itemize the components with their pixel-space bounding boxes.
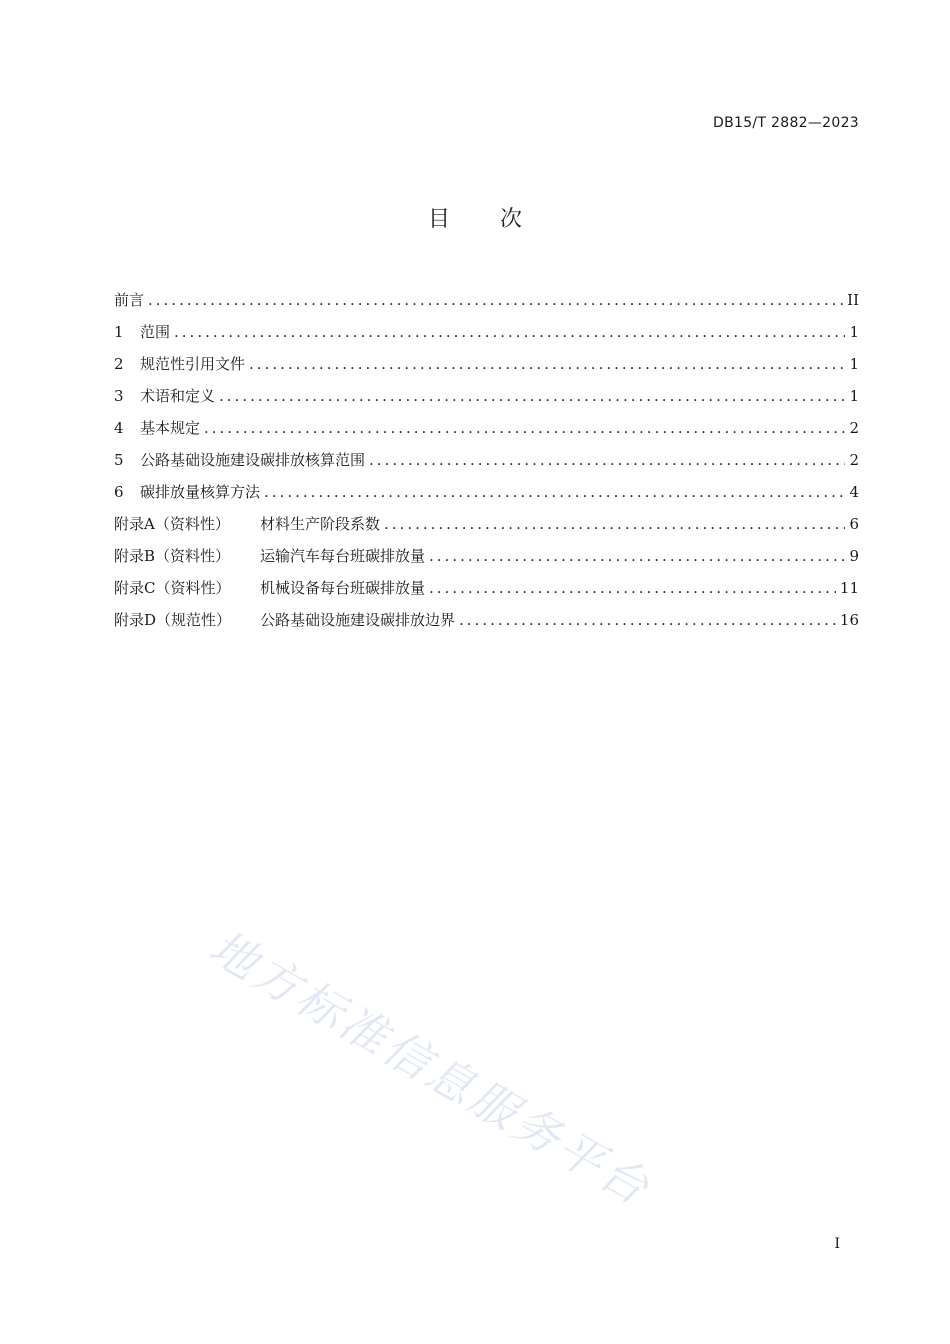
toc-entry-annex-b[interactable] — [114, 542, 859, 574]
toc-leader-dots — [148, 286, 843, 314]
toc-entry-label-group — [114, 478, 260, 506]
toc-title-second-char: 次 — [500, 207, 523, 232]
toc-entry-label: 公路基础设施建设碳排放边界 — [260, 611, 456, 629]
watermark: 地方标准信息服务平台 — [200, 919, 661, 1217]
toc-entry-label: 术语和定义 — [140, 387, 216, 405]
toc-entry-page: II — [847, 291, 859, 309]
toc-entry-label: 公路基础设施建设碳排放核算范围 — [140, 451, 366, 469]
toc-entry-page: 1 — [849, 355, 859, 373]
toc-entry-page: 4 — [849, 483, 859, 501]
toc-entry-page: 2 — [849, 419, 859, 437]
toc-title — [0, 202, 950, 233]
toc-entry-6[interactable] — [114, 478, 859, 510]
toc-entry-5[interactable] — [114, 446, 859, 478]
toc-entry-annex-a[interactable] — [114, 510, 859, 542]
toc-entry-4[interactable] — [114, 414, 859, 446]
toc-entry-label: 范围 — [140, 323, 171, 341]
toc-entry-label: 运输汽车每台班碳排放量 — [260, 547, 426, 565]
toc-entry-label-group — [114, 414, 200, 442]
toc-entry-label-group — [114, 446, 365, 474]
toc-entry-label-group — [114, 574, 425, 602]
toc-entry-label-group — [114, 510, 380, 538]
toc-leader-dots — [219, 382, 845, 410]
toc-leader-dots — [204, 414, 845, 442]
toc-entry-number: 1 — [114, 323, 124, 341]
toc-entry-number: 5 — [114, 451, 124, 469]
toc-entry-label-group — [114, 542, 425, 570]
document-code: DB15/T 2882—2023 — [713, 115, 859, 131]
toc-entry-annex-d[interactable] — [114, 606, 859, 638]
toc-leader-dots — [429, 574, 836, 602]
toc-title-first-char: 目 — [427, 207, 450, 232]
toc-entry-page: 6 — [849, 515, 859, 533]
toc-entry-number: 2 — [114, 355, 124, 373]
toc-leader-dots — [264, 478, 845, 506]
toc-entry-3[interactable] — [114, 382, 859, 414]
toc-entry-label-group — [114, 318, 170, 346]
toc-entry-1[interactable] — [114, 318, 859, 350]
toc-entry-annex-c[interactable] — [114, 574, 859, 606]
toc-leader-dots — [384, 510, 845, 538]
page-number: I — [834, 1236, 840, 1252]
toc-entry-page: 11 — [839, 579, 859, 597]
toc-annex-prefix: 附录A（资料性） — [114, 515, 230, 533]
toc-entry-label: 基本规定 — [140, 419, 201, 437]
toc-annex-prefix: 附录D（规范性） — [114, 611, 232, 629]
toc-entry-page: 2 — [849, 451, 859, 469]
toc-entry-2[interactable] — [114, 350, 859, 382]
toc-entry-label: 前言 — [114, 291, 145, 309]
toc-entry-label-group — [114, 606, 455, 634]
toc-entry-label: 碳排放量核算方法 — [140, 483, 261, 501]
toc-entry-page: 16 — [839, 611, 859, 629]
toc-leader-dots — [249, 350, 845, 378]
toc-annex-prefix: 附录B（资料性） — [114, 547, 231, 565]
toc-entry-page: 1 — [849, 323, 859, 341]
toc-entry-page: 9 — [849, 547, 859, 565]
toc-annex-prefix: 附录C（资料性） — [114, 579, 231, 597]
toc-entry-foreword[interactable] — [114, 286, 859, 318]
toc-entry-page: 1 — [849, 387, 859, 405]
toc-leader-dots — [459, 606, 836, 634]
toc-leader-dots — [429, 542, 845, 570]
table-of-contents — [114, 286, 859, 638]
toc-entry-label: 材料生产阶段系数 — [260, 515, 381, 533]
toc-entry-label: 机械设备每台班碳排放量 — [260, 579, 426, 597]
toc-leader-dots — [369, 446, 845, 474]
toc-entry-number: 6 — [114, 483, 124, 501]
toc-entry-label: 规范性引用文件 — [140, 355, 246, 373]
toc-entry-number: 3 — [114, 387, 124, 405]
toc-entry-label-group — [114, 350, 245, 378]
toc-entry-number: 4 — [114, 419, 124, 437]
toc-entry-label-group — [114, 382, 215, 410]
toc-leader-dots — [174, 318, 845, 346]
